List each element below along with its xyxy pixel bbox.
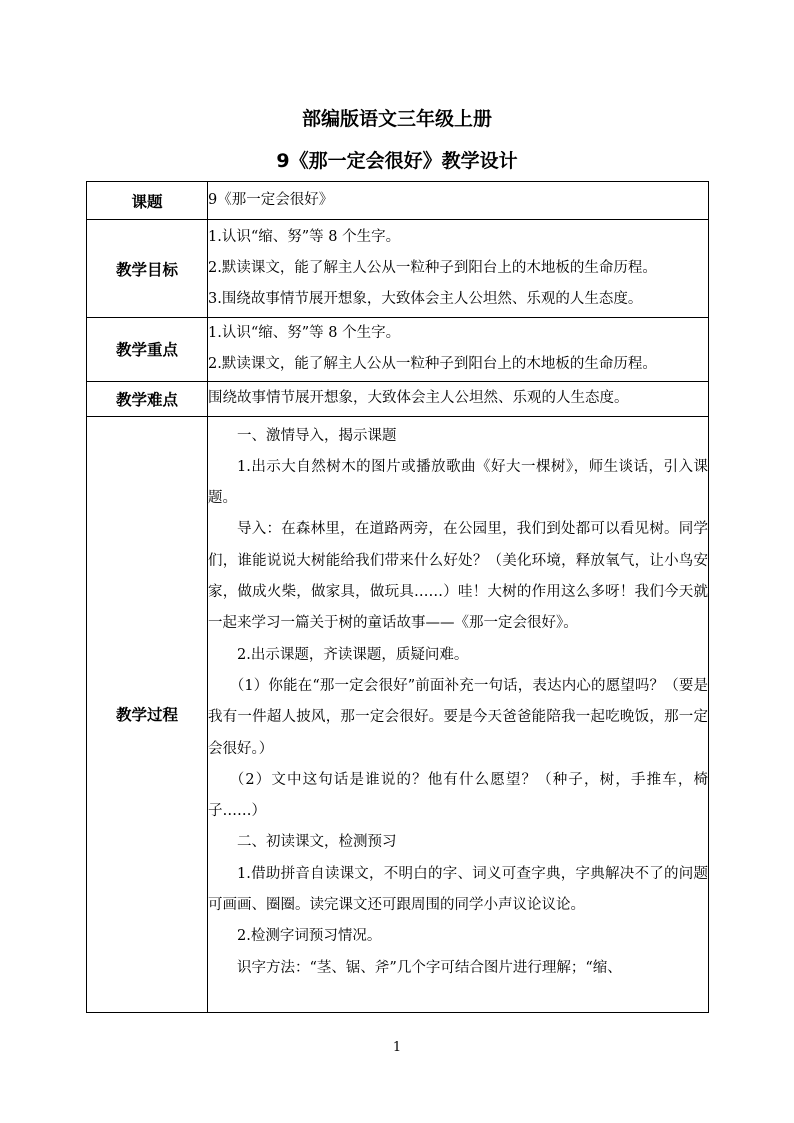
table-row-process (87, 416, 709, 1012)
row-content-focus (208, 318, 709, 382)
row-label-topic: 课题 (87, 182, 208, 220)
process-paragraph: 导入：在森林里，在道路两旁，在公园里，我们到处都可以看见树。同学们，谁能说说大树能给我们带来什么好处？（美化环境，释放氧气，让小鸟安家，做成火柴，做家具，做玩具……）哇！大树的作用这么多呀！我们今天就一起来学习一篇关于树的童话故事——《那一定会很好》。 (208, 521, 708, 632)
table-row-focus (87, 318, 709, 382)
process-heading: 二、初读课文，检测预习 (237, 834, 397, 851)
process-text (208, 417, 708, 984)
process-paragraph: 2.检测字词预习情况。 (237, 928, 382, 945)
table-row-goals (87, 220, 709, 318)
row-content-difficulty (208, 381, 709, 416)
process-paragraph: （1）你能在“那一定会很好”前面补充一句话，表达内心的愿望吗？（要是我有一件超人披风，那一定会很好。要是今天爸爸能陪我一起吃晚饭，那一定会很好。） (208, 677, 708, 757)
row-content-goals (208, 220, 709, 318)
process-heading: 一、激情导入，揭示课题 (237, 427, 397, 444)
goal-line: 3.围绕故事情节展开想象，大致体会主人公坦然、乐观的人生态度。 (208, 291, 643, 308)
goal-line: 2.默读课文，能了解主人公从一粒种子到阳台上的木地板的生命历程。 (208, 259, 657, 276)
row-label-focus: 教学重点 (87, 318, 208, 382)
process-paragraph: （2）文中这句话是谁说的？他有什么愿望？（种子，树，手推车，椅子……） (208, 771, 708, 820)
process-paragraph: 2.出示课题，齐读课题，质疑问难。 (237, 646, 469, 663)
process-paragraph: 识字方法：“茎、锯、斧”几个字可结合图片进行理解；“缩、 (237, 959, 622, 976)
goal-line: 1.认识“缩、努”等 8 个生字。 (208, 228, 401, 245)
document-title: 部编版语文三年级上册 (301, 108, 492, 130)
row-label-difficulty: 教学难点 (87, 381, 208, 416)
lesson-plan-table (86, 181, 709, 1013)
page-number: 1 (392, 1040, 402, 1055)
row-label-goals: 教学目标 (87, 220, 208, 318)
lesson-title: 9《那一定会很好》教学设计 (276, 150, 518, 172)
table-row-difficulty (87, 381, 709, 416)
focus-line: 1.认识“缩、努”等 8 个生字。 (208, 325, 401, 341)
process-paragraph: 1.借助拼音自读课文，不明白的字、词义可查字典，字典解决不了的问题可画画、圈圈。读完课文还可跟周围的同学小声议论议论。 (208, 865, 708, 914)
topic-value: 9《那一定会很好》 (208, 191, 334, 208)
focus-line: 2.默读课文，能了解主人公从一粒种子到阳台上的木地板的生命历程。 (208, 356, 657, 373)
difficulty-line: 围绕故事情节展开想象，大致体会主人公坦然、乐观的人生态度。 (208, 389, 629, 406)
row-label-process: 教学过程 (87, 416, 208, 1012)
process-paragraph: 1.出示大自然树木的图片或播放歌曲《好大一棵树》，师生谈话，引入课题。 (208, 458, 708, 507)
row-content-process (208, 416, 709, 1012)
table-row-topic (87, 182, 709, 220)
row-content-topic (208, 182, 709, 220)
